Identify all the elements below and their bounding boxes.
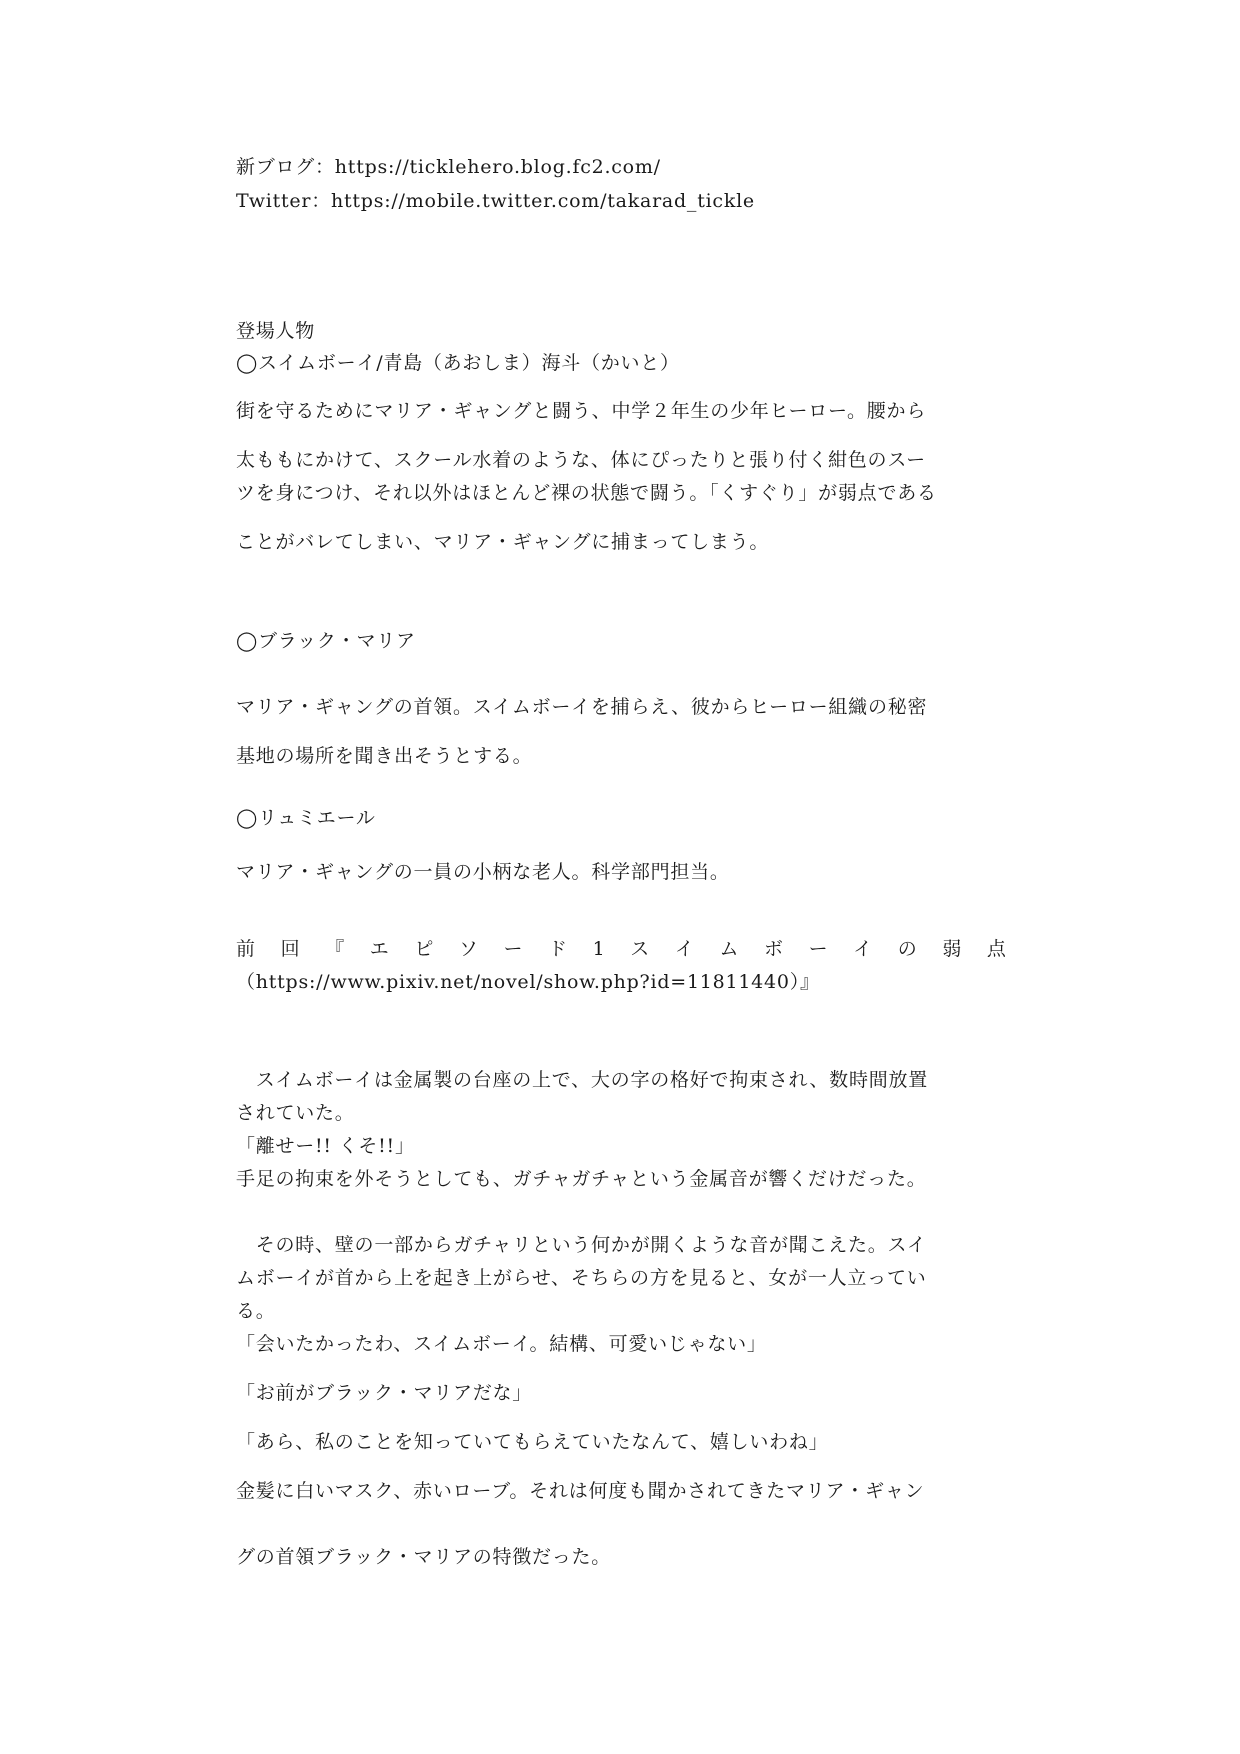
story-line: その時、壁の一部からガチャリという何かが開くような音が聞こえた。スイ <box>236 1234 927 1256</box>
character-name-black-maria: ◯ブラック・マリア <box>236 630 416 652</box>
title-char: 1 <box>592 938 605 960</box>
story-line: 「お前がブラック・マリアだな」 <box>236 1382 533 1404</box>
title-char: 前 <box>236 938 256 960</box>
story-line: されていた。 <box>236 1102 355 1124</box>
character-desc-line: 基地の場所を聞き出そうとする。 <box>236 745 533 767</box>
title-char: ス <box>630 938 650 960</box>
character-name-lumiere: ◯リュミエール <box>236 807 376 829</box>
story-line: 「離せー!! くそ!!」 <box>236 1135 415 1157</box>
title-char: 点 <box>986 938 1006 960</box>
character-desc-line: マリア・ギャングの首領。スイムボーイを捕らえ、彼からヒーロー組織の秘密 <box>236 696 928 718</box>
story-line: ムボーイが首から上を起き上がらせ、そちらの方を見ると、女が一人立ってい <box>236 1267 927 1289</box>
characters-heading: 登場人物 <box>236 320 316 342</box>
character-desc-line: マリア・ギャングの一員の小柄な老人。科学部門担当。 <box>236 861 730 883</box>
character-desc-line: 太ももにかけて、スクール水着のような、体にぴったりと張り付く紺色のスー <box>236 449 926 471</box>
character-desc-line: 街を守るためにマリア・ギャングと闘う、中学２年生の少年ヒーロー。腰から <box>236 400 927 422</box>
title-char: イ <box>853 938 873 960</box>
title-char: 『 <box>325 938 345 960</box>
character-name-swimboy: ◯スイムボーイ/青島（あおしま）海斗（かいと） <box>236 352 680 374</box>
title-char: エ <box>369 938 389 960</box>
twitter-url-line: Twitter：https://mobile.twitter.com/takarad_tickle <box>236 190 755 212</box>
character-desc-line: ことがバレてしまい、マリア・ギャングに捕まってしまう。 <box>236 531 770 553</box>
title-char: ム <box>719 938 739 960</box>
story-line: 手足の拘束を外そうとしても、ガチャガチャという金属音が響くだけだった。 <box>236 1168 927 1190</box>
title-char: 弱 <box>942 938 962 960</box>
previous-episode-link[interactable]: （https://www.pixiv.net/novel/show.php?id=11811440）』 <box>236 971 820 993</box>
title-char: ド <box>548 938 568 960</box>
story-line: 「会いたかったわ、スイムボーイ。結構、可愛いじゃない」 <box>236 1333 767 1355</box>
title-char: ボ <box>764 938 784 960</box>
previous-episode-title <box>236 940 1006 959</box>
title-char: ー <box>808 938 828 960</box>
title-char: イ <box>674 938 694 960</box>
blog-url-line: 新ブログ：https://ticklehero.blog.fc2.com/ <box>236 156 661 178</box>
story-line: グの首領ブラック・マリアの特徴だった。 <box>236 1546 612 1568</box>
character-desc-line: ツを身につけ、それ以外はほとんど裸の状態で闘う。「くすぐり」が弱点である <box>236 482 937 504</box>
title-char: ー <box>503 938 523 960</box>
title-char: ソ <box>458 938 478 960</box>
title-char: ピ <box>414 938 434 960</box>
story-line: 「あら、私のことを知っていてもらえていたなんて、嬉しいわね」 <box>236 1431 829 1453</box>
story-line: スイムボーイは金属製の台座の上で、大の字の格好で拘束され、数時間放置 <box>236 1069 928 1091</box>
title-char: 回 <box>280 938 300 960</box>
story-line: 金髪に白いマスク、赤いローブ。それは何度も聞かされてきたマリア・ギャン <box>236 1480 925 1502</box>
title-char: の <box>897 938 917 960</box>
story-line: る。 <box>236 1300 276 1322</box>
